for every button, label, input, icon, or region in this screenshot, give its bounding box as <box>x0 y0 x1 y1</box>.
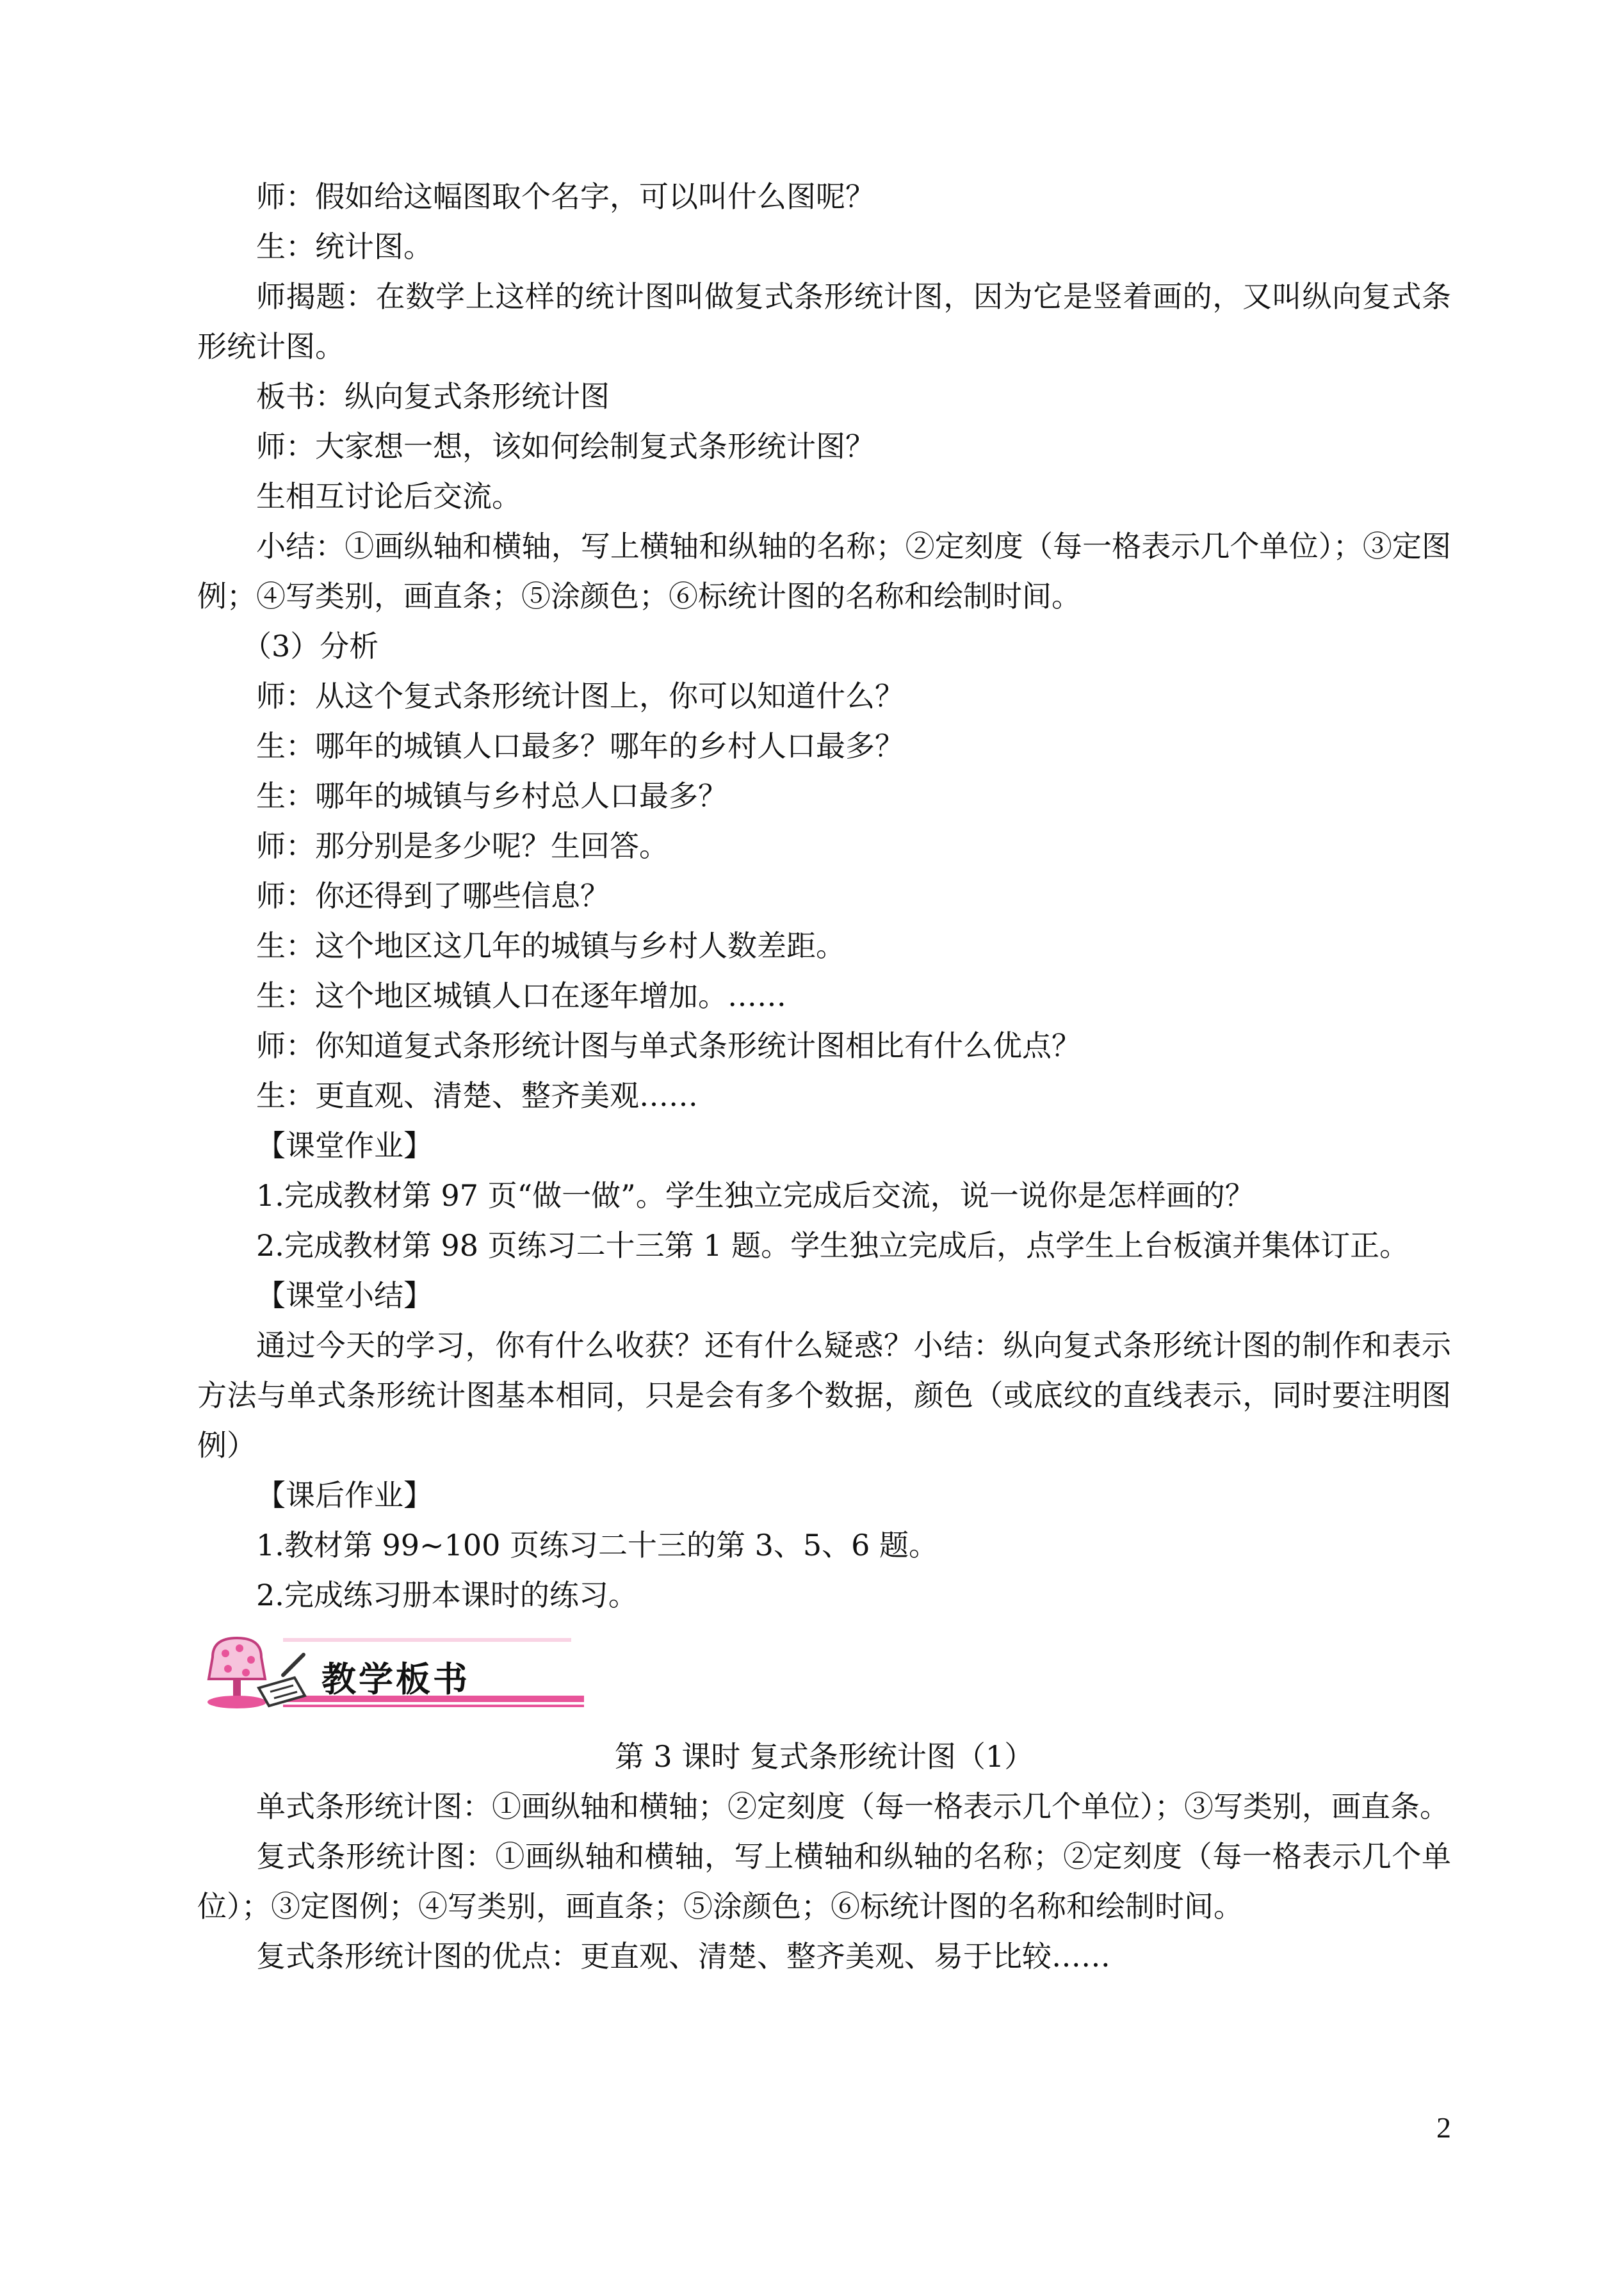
paragraph: 2.完成练习册本课时的练习。 <box>256 1578 638 1612</box>
paragraph: 师：大家想一想，该如何绘制复式条形统计图？ <box>256 429 875 464</box>
paragraph: 生：统计图。 <box>256 229 433 264</box>
paragraph: 生：更直观、清楚、整齐美观…… <box>256 1078 698 1113</box>
paragraph: 小结：①画纵轴和横轴，写上横轴和纵轴的名称；②定刻度（每一格表示几个单位）；③定图例；④写类别，画直条；⑤涂颜色；⑥标统计图的名称和绘制时间。 <box>197 529 1451 613</box>
paragraph: 1.教材第 99~100 页练习二十三的第 3、5、6 题。 <box>256 1528 939 1562</box>
paragraph: 师揭题：在数学上这样的统计图叫做复式条形统计图，因为它是竖着画的，又叫纵向复式条形统计图。 <box>197 279 1451 364</box>
page-number: 2 <box>1436 2111 1451 2144</box>
section-heading: 【课堂小结】 <box>256 1278 433 1313</box>
paragraph: 通过今天的学习，你有什么收获？还有什么疑惑？小结：纵向复式条形统计图的制作和表示方法与单式条形统计图基本相同，只是会有多个数据，颜色（或底纹的直线表示，同时要注明图例） <box>197 1328 1451 1463</box>
paragraph: 2.完成教材第 98 页练习二十三第 1 题。学生独立完成后，点学生上台板演并集体订正。 <box>256 1228 1409 1263</box>
paragraph: 师：那分别是多少呢？生回答。 <box>256 829 669 863</box>
paragraph: 师：你还得到了哪些信息？ <box>256 879 610 913</box>
paragraph: 师：假如给这幅图取个名字，可以叫什么图呢？ <box>256 179 875 214</box>
paragraph: 生：哪年的城镇与乡村总人口最多？ <box>256 779 727 813</box>
section-banner <box>187 1624 1451 1720</box>
paragraph: 板书：纵向复式条形统计图 <box>256 379 610 414</box>
paragraph: 师：从这个复式条形统计图上，你可以知道什么？ <box>256 679 904 713</box>
paragraph: 1.完成教材第 97 页“做一做”。学生独立完成后交流，说一说你是怎样画的？ <box>256 1178 1255 1213</box>
section-heading: 【课堂作业】 <box>256 1128 433 1163</box>
board-title: 第 3 课时 复式条形统计图（1） <box>614 1739 1034 1774</box>
lesson-paragraphs <box>197 172 1451 1620</box>
paragraph: 生：这个地区城镇人口在逐年增加。…… <box>256 978 786 1013</box>
paragraph: 复式条形统计图的优点：更直观、清楚、整齐美观、易于比较…… <box>256 1939 1110 1974</box>
paragraph: 复式条形统计图：①画纵轴和横轴，写上横轴和纵轴的名称；②定刻度（每一格表示几个单位）；③定图例；④写类别，画直条；⑤涂颜色；⑥标统计图的名称和绘制时间。 <box>197 1839 1451 1924</box>
section-heading: 【课后作业】 <box>256 1478 433 1512</box>
section-heading: （3）分析 <box>242 629 379 663</box>
paragraph: 生相互讨论后交流。 <box>256 479 521 514</box>
paragraph: 生：哪年的城镇人口最多？哪年的乡村人口最多？ <box>256 729 904 763</box>
banner-title: 教学板书 <box>321 1659 470 1699</box>
paragraph: 单式条形统计图：①画纵轴和横轴；②定刻度（每一格表示几个单位）；③写类别，画直条。 <box>256 1789 1449 1824</box>
paragraph: 生：这个地区这几年的城镇与乡村人数差距。 <box>256 929 845 963</box>
document-body <box>197 172 1451 1981</box>
paragraph: 师：你知道复式条形统计图与单式条形统计图相比有什么优点？ <box>256 1028 1081 1063</box>
board-content <box>197 1781 1451 1981</box>
